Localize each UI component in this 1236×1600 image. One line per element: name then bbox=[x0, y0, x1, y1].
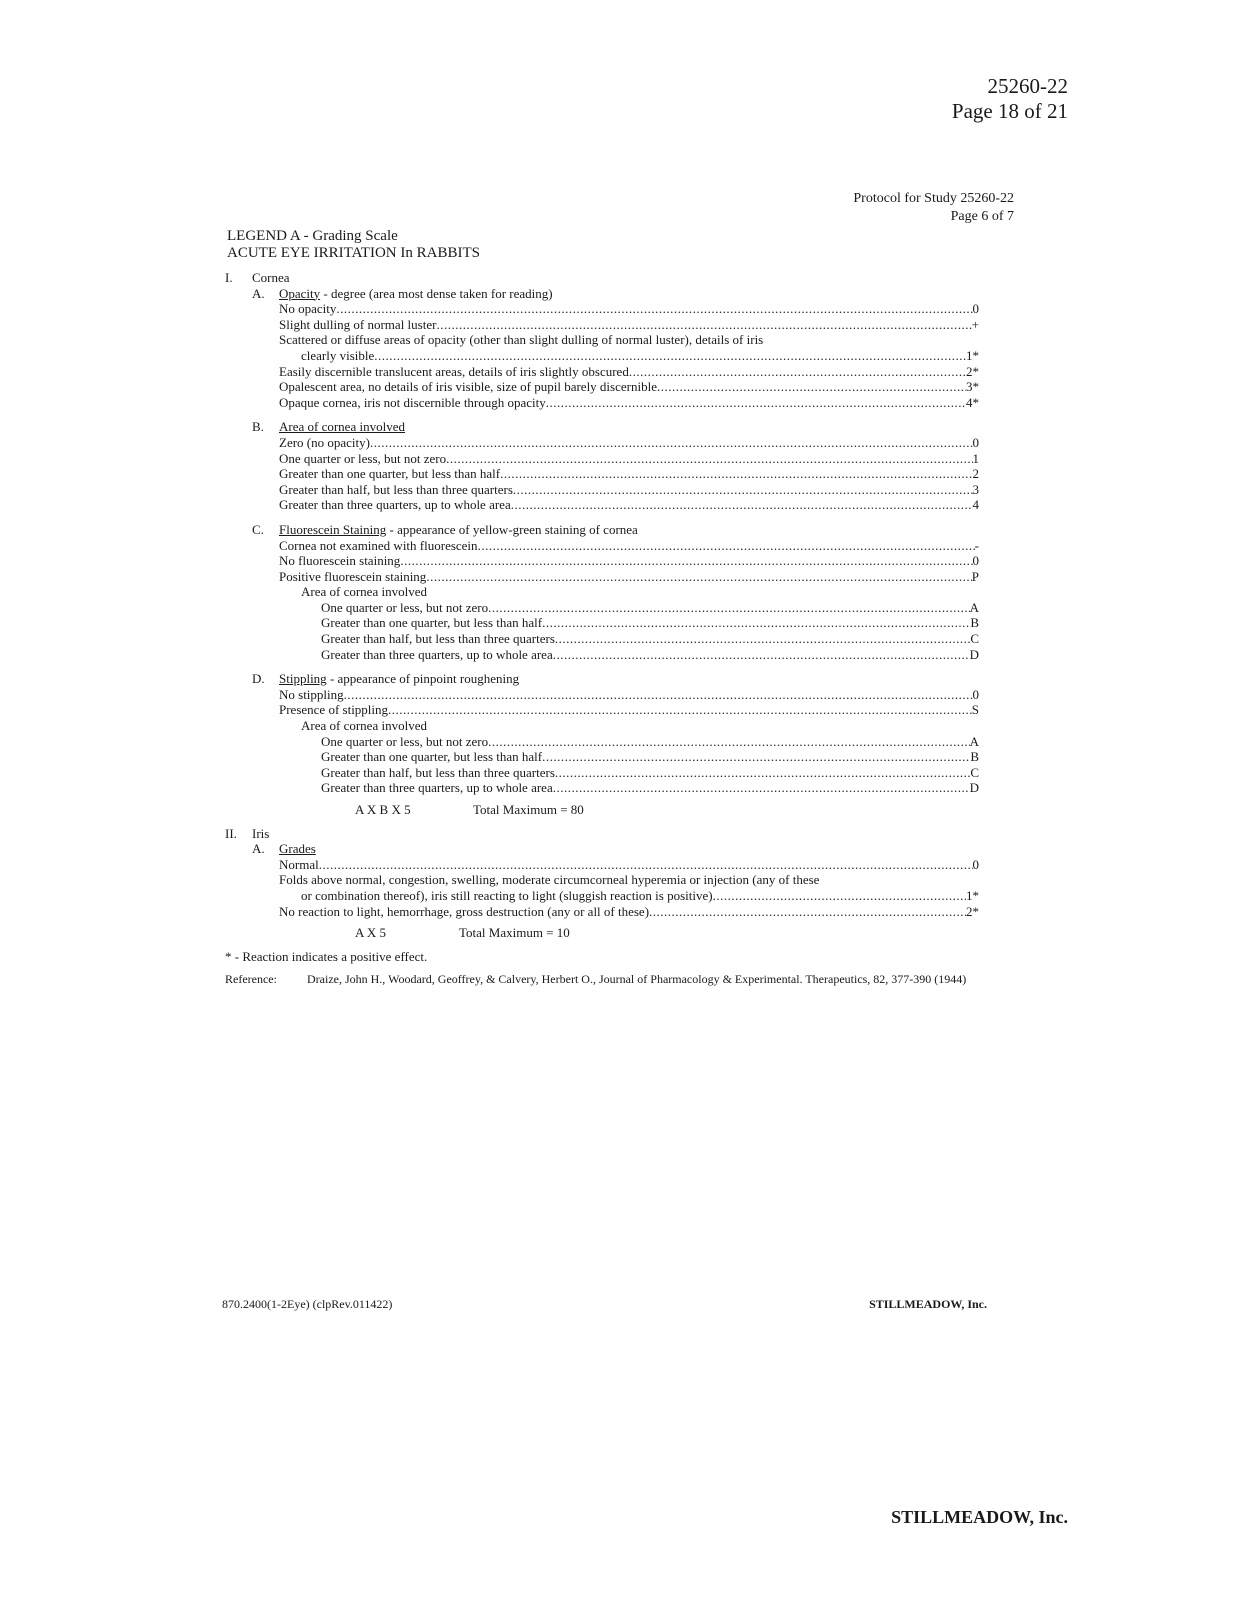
reference bbox=[225, 972, 995, 986]
grade-row: Presence of stippling ..... S bbox=[279, 702, 979, 718]
grade-row: Greater than three quarters, up to whole area ..... D bbox=[321, 780, 979, 796]
grade-row: Greater than one quarter, but less than half ..... B bbox=[321, 615, 979, 631]
grade-row: No fluorescein staining ..... 0 bbox=[279, 553, 979, 569]
grade-row: One quarter or less, but not zero ..... 1 bbox=[279, 451, 979, 467]
grade-row: Greater than half, but less than three quarters ..... C bbox=[321, 765, 979, 781]
legend-subheading: ACUTE EYE IRRITATION In RABBITS bbox=[227, 245, 480, 261]
formula-expression: A X B X 5 bbox=[355, 802, 411, 817]
subsection-grades bbox=[225, 841, 995, 857]
subsection-description: - appearance of pinpoint roughening bbox=[326, 671, 520, 687]
document-number: 25260-22 bbox=[987, 74, 1068, 98]
section-title: Cornea bbox=[252, 270, 290, 285]
cornea-formula bbox=[355, 802, 995, 818]
grade-row: or combination thereof), iris still reacting to light (sluggish reaction is positive) ..... 1* bbox=[301, 888, 979, 904]
grade-row: Opaque cornea, iris not discernible through opacity ..... 4* bbox=[279, 395, 979, 411]
section-iris bbox=[225, 826, 995, 842]
subsection-heading: Stippling bbox=[279, 671, 327, 687]
grade-row: Greater than one quarter, but less than half ..... 2 bbox=[279, 466, 979, 482]
footer-company: STILLMEADOW, Inc. bbox=[869, 1297, 987, 1311]
subsection-description: - appearance of yellow-green staining of cornea bbox=[386, 521, 638, 537]
subsection-letter: D. bbox=[252, 671, 265, 687]
iris-formula bbox=[355, 925, 995, 941]
page-brand: STILLMEADOW, Inc. bbox=[891, 1507, 1068, 1527]
subsection-letter: B. bbox=[252, 419, 264, 435]
grade-row: No reaction to light, hemorrhage, gross destruction (any or all of these) ..... 2* bbox=[279, 904, 979, 920]
grade-row: Slight dulling of normal luster ..... + bbox=[279, 317, 979, 333]
grade-text-line: Scattered or diffuse areas of opacity (other than slight dulling of normal luster), details of iris bbox=[279, 332, 764, 348]
grade-text-line: Folds above normal, congestion, swelling, moderate circumcorneal hyperemia or injection (any of these bbox=[279, 872, 820, 888]
grade-row: No stippling ..... 0 bbox=[279, 687, 979, 703]
protocol-study: Protocol for Study 25260-22 bbox=[853, 191, 1014, 206]
footer-form-number: 870.2400(1-2Eye) (clpRev.011422) bbox=[222, 1297, 393, 1311]
grade-row: No opacity ..... 0 bbox=[279, 301, 979, 317]
grade-row: Greater than three quarters, up to whole area ..... D bbox=[321, 647, 979, 663]
formula-total: Total Maximum = 10 bbox=[459, 925, 570, 941]
reference-text: Draize, John H., Woodard, Geoffrey, & Calvery, Herbert O., Journal of Pharmacology & Experimental. Therapeutics, 82, 377-390 (1944) bbox=[307, 972, 967, 987]
grade-row: Zero (no opacity) ..... 0 bbox=[279, 435, 979, 451]
document-header bbox=[952, 74, 1068, 124]
grade-row: One quarter or less, but not zero ..... A bbox=[321, 600, 979, 616]
subsection-letter: A. bbox=[252, 285, 265, 301]
subsection-heading: Fluorescein Staining bbox=[279, 521, 387, 537]
grade-row: Greater than half, but less than three quarters ..... 3 bbox=[279, 482, 979, 498]
section-number: I. bbox=[225, 270, 233, 285]
subsection-stippling bbox=[225, 671, 995, 687]
grade-row: Cornea not examined with fluorescein ..... - bbox=[279, 538, 979, 554]
subsection-letter: A. bbox=[252, 841, 265, 857]
protocol-page: Page 6 of 7 bbox=[950, 209, 1014, 224]
legend-title bbox=[227, 228, 480, 262]
protocol-header bbox=[853, 190, 1014, 226]
area-label: Area of cornea involved bbox=[301, 718, 427, 734]
grade-row: Positive fluorescein staining ..... P bbox=[279, 569, 979, 585]
grade-row: Normal ..... 0 bbox=[279, 857, 979, 873]
subsection-fluorescein bbox=[225, 522, 995, 538]
grade-row: Opalescent area, no details of iris visible, size of pupil barely discernible ..... 3* bbox=[279, 379, 979, 395]
grade-row: One quarter or less, but not zero ..... A bbox=[321, 734, 979, 750]
subsection-opacity bbox=[225, 286, 995, 302]
grade-row: clearly visible ..... 1* bbox=[301, 348, 979, 364]
subsection-letter: C. bbox=[252, 521, 264, 537]
subsection-area bbox=[225, 419, 995, 435]
section-cornea bbox=[225, 270, 995, 286]
footnote: * - Reaction indicates a positive effect. bbox=[225, 948, 428, 964]
document-page-number: Page 18 of 21 bbox=[951, 99, 1068, 123]
grading-scale bbox=[225, 270, 995, 986]
section-title: Iris bbox=[252, 825, 270, 841]
subsection-heading: Grades bbox=[279, 841, 316, 857]
grade-row: Easily discernible translucent areas, details of iris slightly obscured ..... 2* bbox=[279, 364, 979, 380]
reference-label: Reference: bbox=[225, 972, 277, 987]
grade-row: Greater than three quarters, up to whole area ..... 4 bbox=[279, 497, 979, 513]
legend-heading: LEGEND A - Grading Scale bbox=[227, 228, 398, 244]
grade-row: Greater than one quarter, but less than half ..... B bbox=[321, 749, 979, 765]
subsection-heading: Opacity bbox=[279, 285, 321, 301]
subsection-description: - degree (area most dense taken for reading) bbox=[320, 285, 553, 301]
section-number: II. bbox=[225, 825, 237, 841]
subsection-heading: Area of cornea involved bbox=[279, 419, 405, 435]
grade-row: Greater than half, but less than three quarters ..... C bbox=[321, 631, 979, 647]
formula-expression: A X 5 bbox=[355, 925, 387, 941]
formula-total: Total Maximum = 80 bbox=[473, 802, 584, 817]
area-label: Area of cornea involved bbox=[301, 584, 427, 600]
